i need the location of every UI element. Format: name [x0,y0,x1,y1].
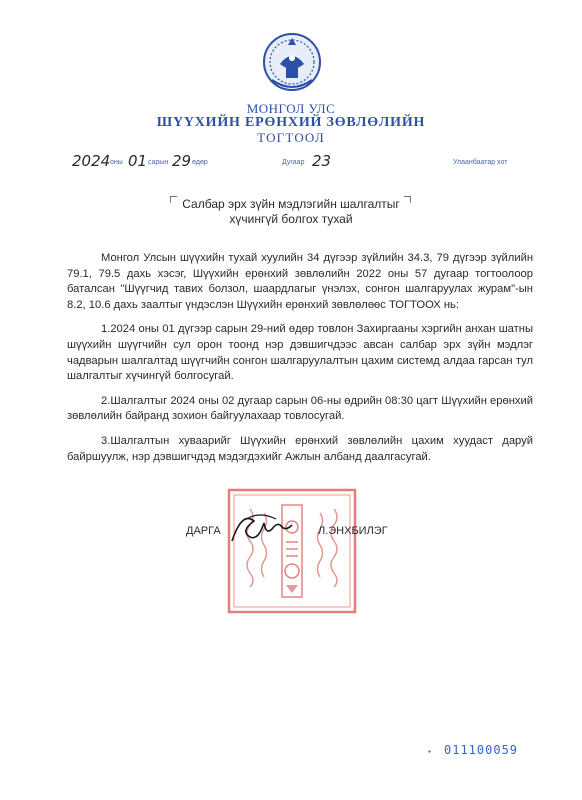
document-number: 23 [312,152,332,170]
month-label: сарын [148,159,169,166]
city-label: Улаанбаатар хот [453,159,508,166]
country-name: МОНГОЛ УЛС [246,101,336,116]
date-day: 29 [172,152,192,170]
resolution-title [0,197,582,227]
title-line-1: Салбар эрх зүйн мэдлэгийн шалгалтыг [182,197,400,211]
resolution-body [67,251,533,474]
clause-3: 3.Шалгалтын хуваарийг Шүүхийн ерөнхий зөвлөлийн цахим хуудаст даруй байршуулж, нэр дэвшигчдэд мэдэгдэхийг Ажлын албанд даалгасугай. [67,434,533,463]
title-line-2: хүчингүй болгох тухай [229,212,353,226]
preamble-paragraph: Монгол Улсын шүүхийн тухай хуулийн 34 дүгээр зүйлийн 34.3, 79 дүгээр зүйлийн 79.1, 79.5 дахь хэсэг, Шүүхийн ерөнхий зөвлөлийн 2022 оны 57 дугаар тогтоолоор баталсан "Шүүгчид тавих болзол, шаардлагыг үнэлэх, сонгон шалгаруулах журам"-ын 8.2, 10.6 дахь заалтыг үндэслэн Шүүхийн ерөнхий зөвлөлөөс ТОГТООХ нь: [67,252,533,311]
day-label: өдөр [192,159,208,166]
state-emblem-icon [262,30,322,94]
signatory-position: ДАРГА [186,525,221,537]
document-type: ТОГТООЛ [257,130,325,145]
number-label: Дугаар [282,159,305,166]
year-label: оны [110,159,123,166]
clause-1: 1.2024 оны 01 дүгээр сарын 29-ний өдөр товлон Захиргааны хэргийн анхан шатны шүүхийн шүүгчийн сул орон тоонд нэр дэвшигчдээс авсан салбар эрх зүйн мэдлэг чадварын шалгалтад шүүгчийн сонгон шалгаруулалтын цахим системд алдаа гарсан тул шалгалтыг хүчингүй болгосугай. [67,323,533,383]
serial-mark-icon: ▪ [428,747,431,756]
date-number-line [0,150,582,174]
serial-number: 011100059 [444,743,519,757]
date-month: 01 [128,152,148,170]
signatory-name: Л.ЭНХБИЛЭГ [318,525,388,537]
handwritten-signature-icon [226,507,306,549]
institution-name: ШҮҮХИЙН ЕРӨНХИЙ ЗӨВЛӨЛИЙН [156,115,426,130]
clause-2: 2.Шалгалтыг 2024 оны 02 дугаар сарын 06-ны өдрийн 08:30 цагт Шүүхийн ерөнхий зөвлөлийн байранд зохион байгуулахаар товлосугай. [67,394,533,423]
date-year: 2024 [72,152,111,170]
